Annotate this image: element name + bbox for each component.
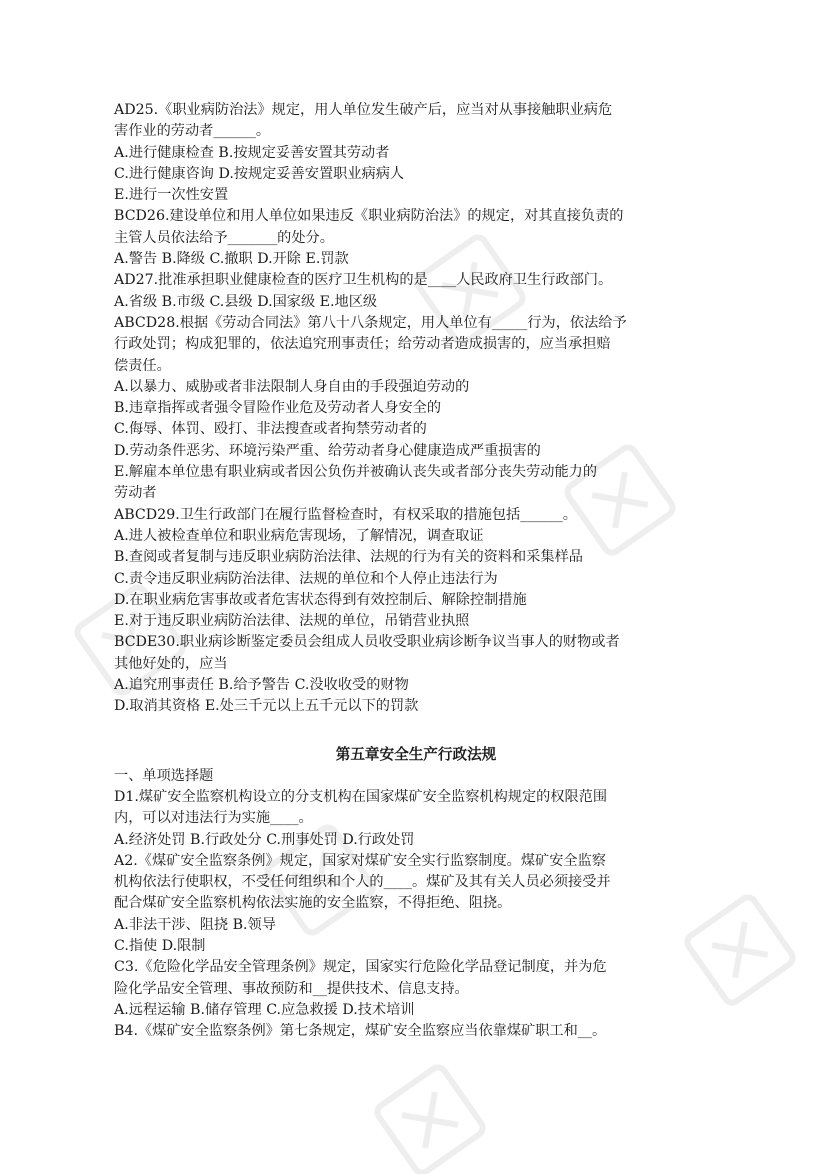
text-line: D.劳动条件恶劣、环境污染严重、给劳动者身心健康造成严重损害的 [114,442,541,459]
text-line: B4.《煤矿安全监察条例》第七条规定，煤矿安全监察应当依靠煤矿职工和__。 [114,1023,607,1040]
text-line: 行政处罚；构成犯罪的，依法追究刑事责任；给劳动者造成损害的，应当承担赔 [114,336,611,353]
text-line: BCDE30.职业病诊断鉴定委员会组成人员收受职业病诊断争议当事人的财物或者 [114,634,620,651]
question-block-multiple-choice [114,100,718,718]
text-line: A2.《煤矿安全监察条例》规定，国家对煤矿安全实行监察制度。煤矿安全监察 [114,852,606,869]
text-line: A.以暴力、威胁或者非法限制人身自由的手段强迫劳动的 [114,378,470,395]
text-line: A.非法干涉、阻挠 B.领导 [114,916,276,933]
text-line: A.经济处罚 B.行政处分 C.刑事处罚 D.行政处罚 [114,831,415,848]
text-line: D.在职业病危害事故或者危害状态得到有效控制后、解除控制措施 [114,591,527,608]
text-line: C3.《危险化学品安全管理条例》规定，国家实行危险化学品登记制度，并为危 [114,959,607,976]
text-line: E.对于违反职业病防治法律、法规的单位，吊销营业执照 [114,613,470,630]
text-line: 害作业的劳动者______。 [114,123,271,140]
text-line: ABCD28.根据《劳动合同法》第八十八条规定，用人单位有_____行为，依法给予 [114,314,627,331]
text-line: B.查阅或者复制与违反职业病防治法律、法规的行为有关的资料和采集样品 [114,549,583,566]
text-line: A.远程运输 B.储存管理 C.应急救援 D.技术培训 [114,1001,415,1018]
text-line: 一、单项选择题 [114,767,214,784]
document-page [114,100,718,1042]
chapter-title: 第五章安全生产行政法规 [335,745,497,763]
text-line: B.违章指挥或者强令冒险作业危及劳动者人身安全的 [114,400,442,417]
text-line: 配合煤矿安全监察机构依法实施的安全监察，不得拒绝、阻挠。 [114,895,512,912]
text-line: C.进行健康咨询 D.按规定妥善安置职业病病人 [114,165,405,182]
text-line: A.进人被检查单位和职业病危害现场，了解情况，调查取证 [114,527,484,544]
text-line: AD27.批准承担职业健康检查的医疗卫生机构的是____人民政府卫生行政部门。 [114,272,613,289]
text-line: E.解雇本单位患有职业病或者因公负伤并被确认丧失或者部分丧失劳动能力的 [114,464,598,481]
text-line: 劳动者 [114,485,157,502]
text-line: A.追究刑事责任 B.给予警告 C.没收收受的财物 [114,677,409,694]
text-line: 主管人员依法给予_______的处分。 [114,229,334,246]
text-line: 内，可以对违法行为实施____。 [114,810,313,827]
text-line: BCD26.建设单位和用人单位如果违反《职业病防治法》的规定，对其直接负责的 [114,208,624,225]
text-line: C.指使 D.限制 [114,937,206,954]
question-block-single-choice [114,766,718,1043]
text-line: E.进行一次性安置 [114,187,229,204]
text-line: AD25.《职业病防治法》规定，用人单位发生破产后，应当对从事接触职业病危 [114,102,613,118]
text-line: A.警告 B.降级 C.撤职 D.开除 E.罚款 [114,251,349,268]
text-line: D1.煤矿安全监察机构设立的分支机构在国家煤矿安全监察机构规定的权限范围 [114,788,608,805]
text-line: D.取消其资格 E.处三千元以上五千元以下的罚款 [114,698,419,715]
text-line: 险化学品安全管理、事故预防和__提供技术、信息支持。 [114,980,469,997]
text-line: C.侮辱、体罚、殴打、非法搜查或者拘禁劳动者的 [114,421,427,438]
section-spacer [114,718,718,744]
text-line: 机构依法行使职权，不受任何组织和个人的____。煤矿及其有关人员必须接受并 [114,874,611,891]
text-line: C.责令违反职业病防治法律、法规的单位和个人停止违法行为 [114,570,498,587]
text-line: ABCD29.卫生行政部门在履行监督检查时，有权采取的措施包括______。 [114,506,577,523]
text-line: A.进行健康检查 B.按规定妥善安置其劳动者 [114,144,390,161]
text-line: A.省级 B.市级 C.县级 D.国家级 E.地区级 [114,293,378,310]
text-line: 偿责任。 [114,357,171,374]
text-line: 其他好处的，应当 [114,655,228,672]
